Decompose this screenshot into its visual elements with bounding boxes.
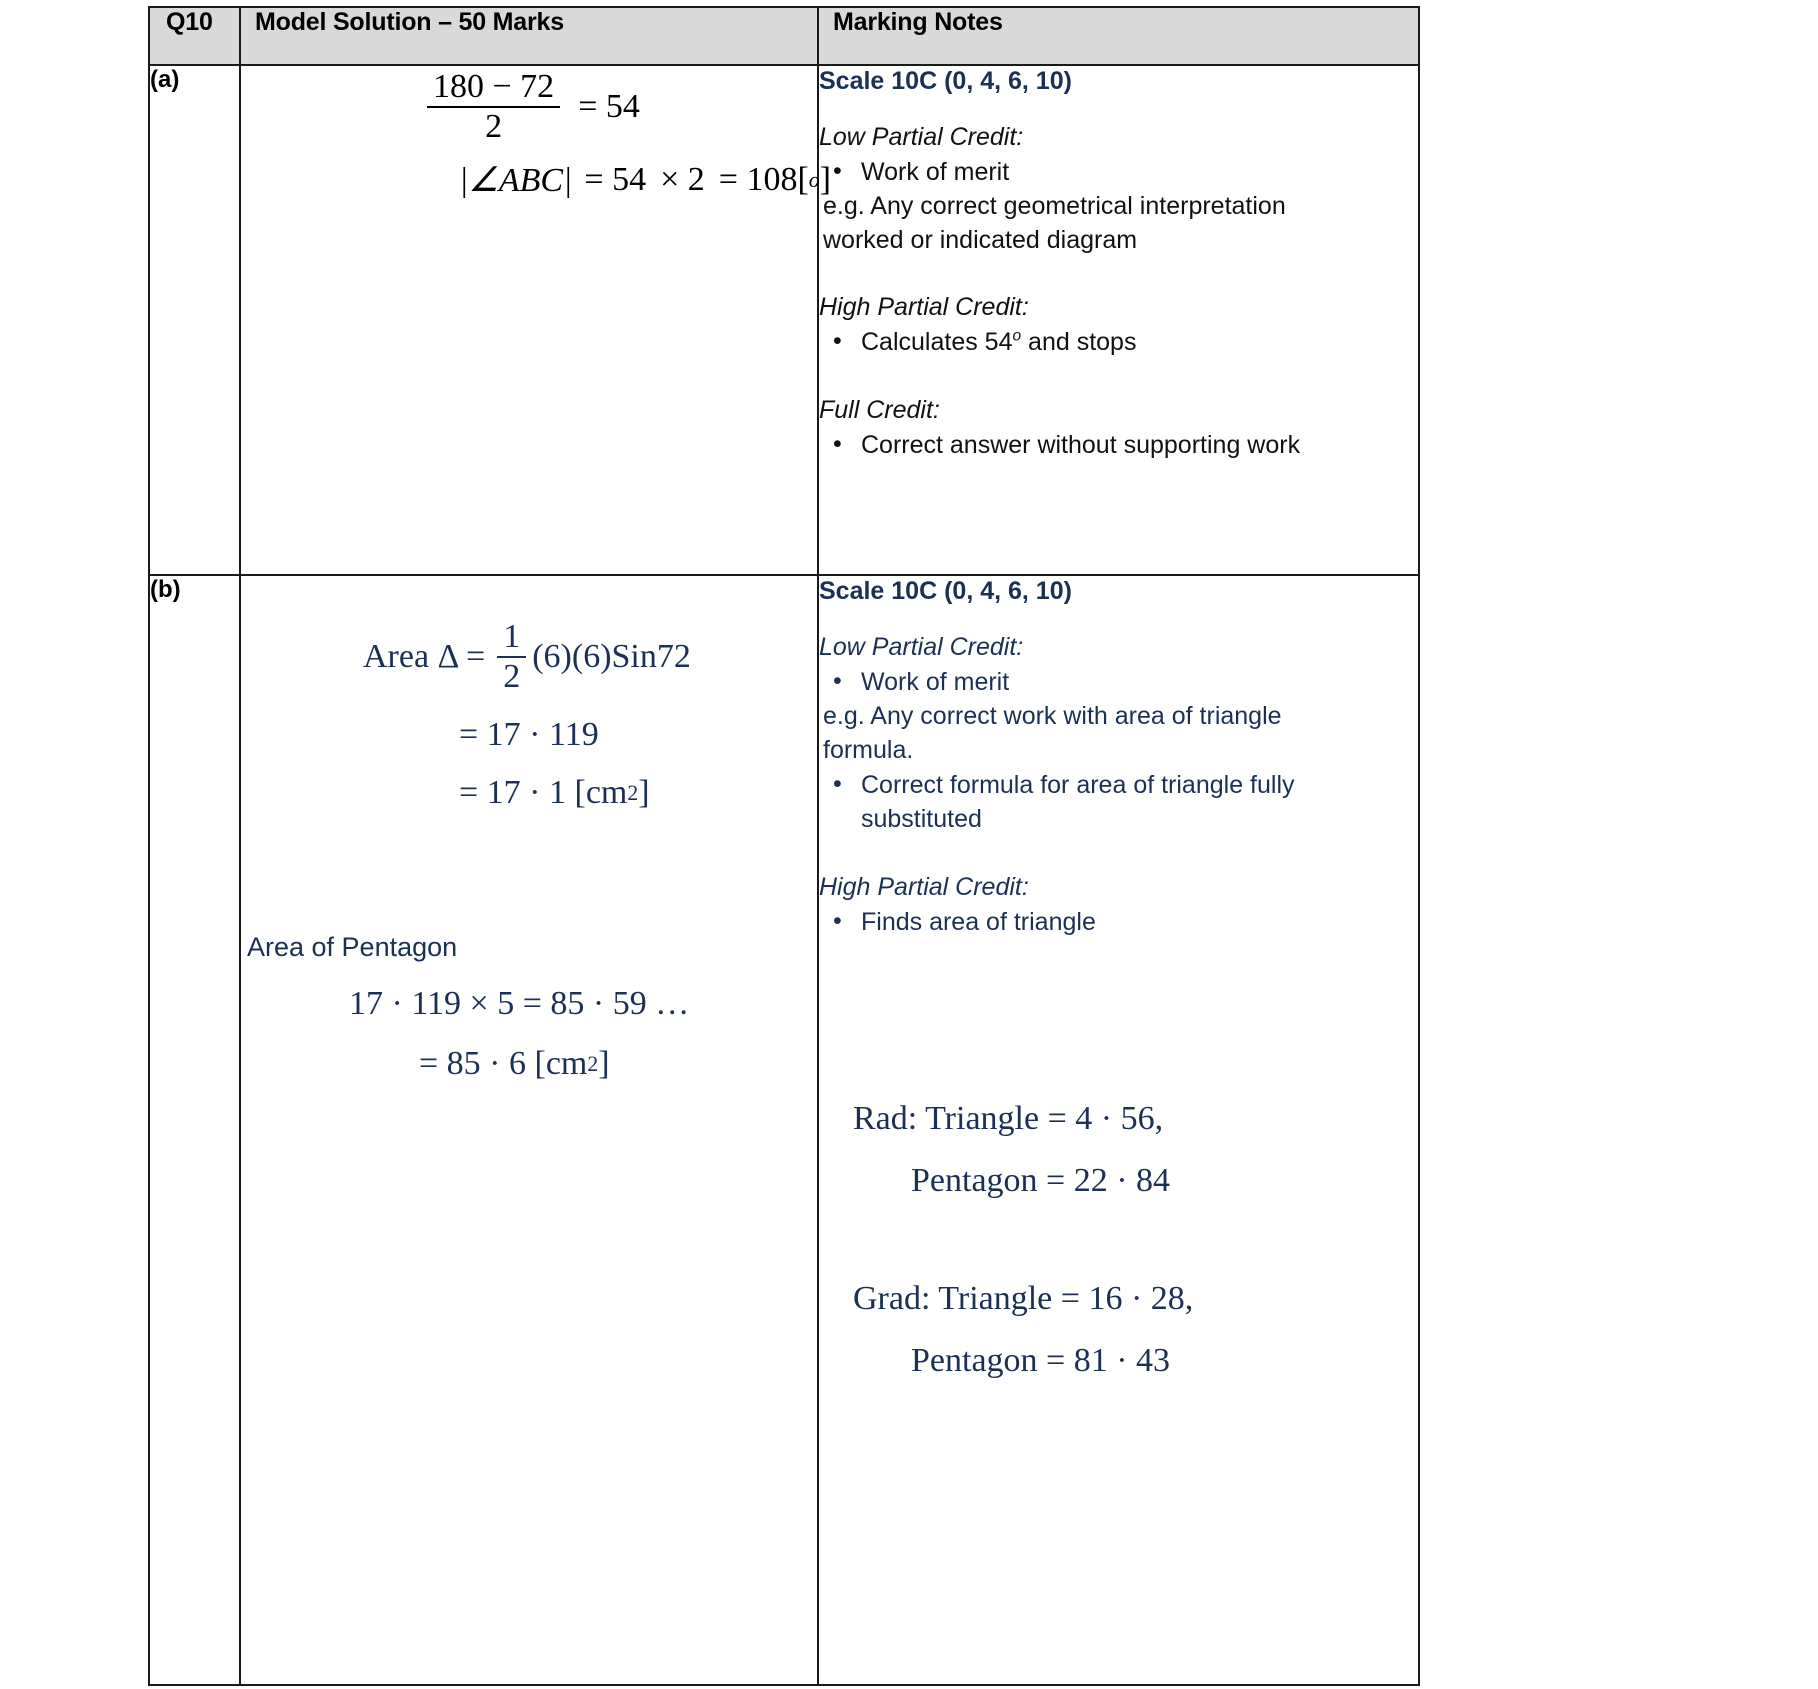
spacer — [819, 607, 1418, 631]
solution-cell-b — [240, 575, 818, 1685]
spacer — [819, 940, 1418, 1100]
abc-lhs: |∠ABC| — [459, 162, 573, 200]
rad-pentagon-line: Pentagon = 22 · 84 — [911, 1162, 1171, 1200]
fraction-denominator: 2 — [503, 657, 521, 695]
row-label-a: (a) — [149, 65, 240, 575]
grad-pentagon-line: Pentagon = 81 · 43 — [911, 1342, 1171, 1380]
scale-heading-b: Scale 10C (0, 4, 6, 10) — [819, 577, 1072, 605]
abc-eq2: = 108[ — [718, 161, 809, 199]
area-rounded-pre: = 17 · 1 [cm — [459, 774, 628, 812]
abc-eq1: = 54 — [584, 161, 647, 199]
abc-close-bracket: ] — [819, 161, 831, 199]
table-row — [149, 575, 1419, 1685]
equation-area-rounded: = 17 · 1 [cm 2 ] — [459, 774, 650, 812]
fraction-denominator: 2 — [485, 107, 503, 145]
low-credit-example-line1-a: e.g. Any correct geometrical interpretation — [823, 192, 1286, 221]
table-row — [149, 65, 1419, 575]
spacer — [819, 360, 1418, 394]
equation-area-value — [459, 716, 817, 754]
spacer — [819, 1200, 1418, 1280]
degree-superscript: o — [1012, 327, 1022, 345]
fraction-numerator: 1 — [503, 618, 521, 655]
fraction-one-half — [497, 620, 526, 694]
solution-cell-a — [240, 65, 831, 575]
pentagon-rounded-post: ] — [598, 1045, 610, 1083]
fraction-numerator: 180 − 72 — [433, 68, 555, 105]
header-notes — [818, 7, 1419, 65]
full-credit-label-a: Full Credit: — [819, 396, 940, 425]
header-solution — [240, 7, 818, 65]
spacer — [819, 257, 1418, 291]
solution-b-math — [241, 576, 817, 1083]
equation-abc-angle: |∠ABC| = 54 × 2 = 108[ o ] — [459, 161, 831, 200]
low-credit-example-line1-b: e.g. Any correct work with area of triangle — [823, 702, 1282, 731]
list-item — [819, 326, 1418, 360]
equation-pentagon-product — [349, 985, 817, 1023]
scale-heading-a: Scale 10C (0, 4, 6, 10) — [819, 67, 1072, 95]
list-item: • Work of merit — [819, 666, 1418, 700]
equation-area-triangle — [363, 620, 817, 694]
list-item — [819, 769, 1418, 836]
area-suffix: (6)(6)Sin72 — [532, 638, 691, 676]
low-partial-credit-list-b — [819, 666, 1418, 700]
high-partial-credit-list-a — [819, 326, 1418, 360]
high-bullet-pre: Calculates 54 — [861, 327, 1013, 356]
low-bullet2-line1: Correct formula for area of triangle fully — [861, 771, 1295, 800]
area-prefix: Area Δ = — [363, 638, 486, 676]
full-credit-list-a — [819, 429, 1418, 463]
low-partial-credit-list-a — [819, 156, 1418, 190]
grad-triangle-line: Grad: Triangle = 16 · 28, — [853, 1280, 1194, 1318]
high-partial-credit-list-b — [819, 906, 1418, 940]
marking-scheme-table — [148, 6, 1420, 1686]
low-partial-credit-list-b-2 — [819, 769, 1418, 836]
list-item: • Finds area of triangle — [819, 906, 1418, 940]
spacer — [819, 97, 1418, 121]
spacer — [819, 837, 1418, 871]
pentagon-section-label: Area of Pentagon — [247, 932, 458, 963]
fraction-180-minus-72-over-2 — [427, 70, 560, 144]
abc-mult: × 2 — [660, 161, 705, 199]
list-item: • Correct answer without supporting work — [819, 429, 1418, 463]
header-notes-label: Marking Notes — [833, 8, 1003, 36]
high-bullet-post: and stops — [1021, 327, 1137, 356]
row-label-b: (b) — [149, 575, 240, 1685]
high-partial-credit-label-a: High Partial Credit: — [819, 293, 1029, 322]
low-bullet2-line2: substituted — [861, 804, 982, 833]
low-credit-example-line2-a: worked or indicated diagram — [823, 225, 1138, 254]
equation-angle-half — [421, 70, 817, 144]
low-partial-credit-label-b: Low Partial Credit: — [819, 633, 1024, 662]
spacer — [241, 812, 817, 932]
table-header-row — [149, 7, 1419, 65]
list-item: • Work of merit — [819, 156, 1418, 190]
area-value: = 17 · 119 — [459, 716, 599, 754]
notes-cell-b — [818, 575, 1419, 1685]
solution-a-math — [241, 66, 831, 200]
pentagon-product: 17 · 119 × 5 = 85 · 59 … — [349, 985, 690, 1023]
area-rounded-post: ] — [638, 774, 650, 812]
equation-pentagon-rounded: = 85 · 6 [cm 2 ] — [419, 1045, 610, 1083]
high-partial-credit-label-b: High Partial Credit: — [819, 873, 1029, 902]
pentagon-rounded-pre: = 85 · 6 [cm — [419, 1045, 588, 1083]
rad-triangle-line: Rad: Triangle = 4 · 56, — [853, 1100, 1164, 1138]
header-question — [149, 7, 240, 65]
low-credit-example-line2-b: formula. — [823, 735, 914, 764]
header-solution-label: Model Solution – 50 Marks — [255, 8, 564, 36]
low-partial-credit-label-a: Low Partial Credit: — [819, 123, 1024, 152]
notes-cell-a — [818, 65, 1419, 575]
fraction-result: = 54 — [578, 88, 640, 126]
header-question-label: Q10 — [166, 8, 213, 36]
